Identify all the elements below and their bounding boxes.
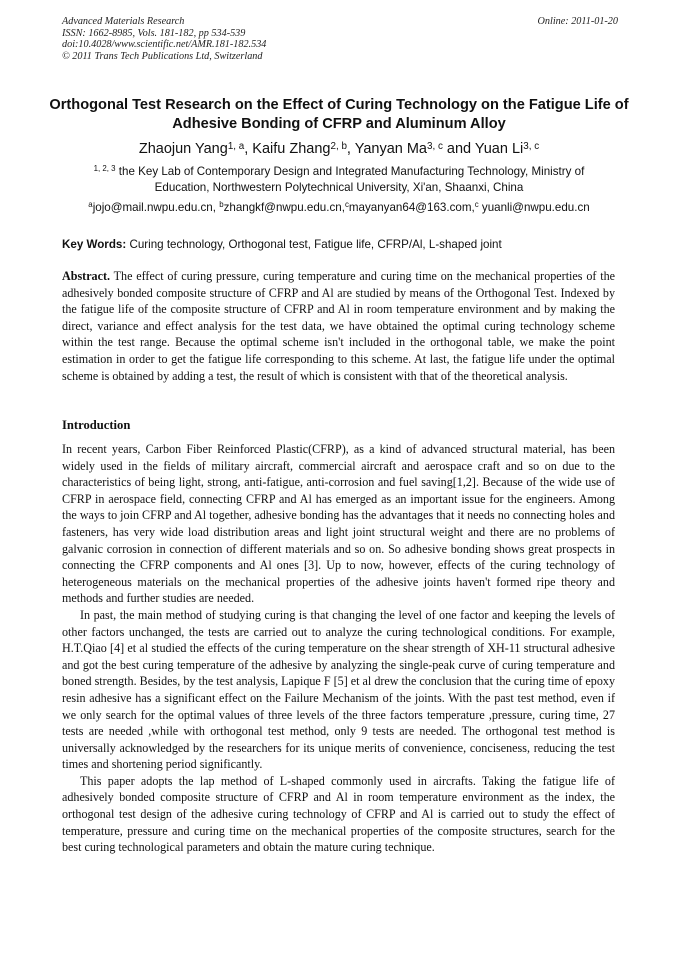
author <box>252 141 354 157</box>
author-separator: , <box>346 141 355 157</box>
author-affiliation-mark: 3, c <box>523 140 540 152</box>
affiliation <box>66 164 612 196</box>
keywords-label: Key Words: <box>62 238 127 251</box>
author-name: Yanyan Ma <box>354 141 427 157</box>
author <box>355 141 475 157</box>
author-separator: and <box>442 141 475 157</box>
journal-name: Advanced Materials Research <box>62 16 185 27</box>
keywords-text: Curing technology, Orthogonal test, Fatigue life, CFRP/Al, L-shaped joint <box>126 238 502 251</box>
paragraph: In past, the main method of studying curing is that changing the level of one factor and keeping the levels of other factors unchanged, the tests are carried out to analyze the curing technological conditions. For example, H.T.Qiao [4] et al studied the effects of the curing temperature on the shear strength of XH-11 structural adhesive and got the best curing temperature of the adhesive by analyzing the single-peak curve of curing temperature and boned strength. Besides, by the test analysis, Lapique F [5] et al drew the conclusion that the curing time of epoxy resin adhesive has a significant effect on the Failure Mechanism of the joints. With the past test method, even if we only search for the optimal values of three levels of the three factors temperature ,pressure, curing time, 27 tests are needed ,while with orthogonal test method, only 9 tests are needed. The orthogonal test method is universally acknowledged by the researchers for its unique merits of convenience, conciseness, reducing the test times and shortening period significantly. <box>62 607 615 772</box>
author-separator: , <box>244 141 253 157</box>
email-address: mayanyan64@163.com <box>348 201 472 214</box>
email-separator: , <box>471 201 475 214</box>
email-mark: c <box>474 200 479 210</box>
issn-line: ISSN: 1662-8985, Vols. 181-182, pp 534-539 <box>62 27 246 39</box>
email-mark: c <box>344 200 349 210</box>
author <box>475 141 539 157</box>
author-affiliation-mark: 3, c <box>427 140 443 152</box>
email-address: zhangkf@nwpu.edu.cn <box>223 201 342 214</box>
introduction-body <box>62 441 615 856</box>
author-affiliation-mark: 1, a <box>227 140 245 152</box>
email-separator: , <box>212 201 220 214</box>
author-list <box>40 140 638 158</box>
section-heading-introduction: Introduction <box>62 418 131 432</box>
author-name: Zhaojun Yang <box>138 141 228 157</box>
author <box>139 141 252 157</box>
copyright-line: © 2011 Trans Tech Publications Ltd, Switzerland <box>62 50 263 62</box>
paragraph: This paper adopts the lap method of L-shaped commonly used in aircrafts. Taking the fatigue life of adhesively bonded composite structure of CFRP and Al in room temperature environment as the index, the orthogonal test design of the adhesive curing technology of CFRP and Al is carried out to study the effect of temperature, pressure and curing time on the mechanical properties of the composite structures, search for the best curing technological parameters and obtain the mature curing technique. <box>62 773 615 855</box>
keywords <box>62 237 618 252</box>
journal-header <box>62 16 618 62</box>
affiliation-mark: 1, 2, 3 <box>93 164 116 174</box>
author-affiliation-mark: 2, b <box>330 140 347 152</box>
paragraph: In recent years, Carbon Fiber Reinforced Plastic(CFRP), as a kind of advanced structural material, has been widely used in the fields of military aircraft, commercial aircraft and aerospace craft and so on due to the characteristics of being light, strong, anti-fatigue, anti-corrosion and fuel saving[1,2]. Because of the wide use of CFRP in aerospace field, connecting CFRP and Al has emerged as an important issue for the engineers. Among the ways to join CFRP and Al together, adhesive bonding has the advantages that it needs no connecting holes and fasteners, has very wide load distribution areas and light joint structural weight and there are no problems of galvanic corrosion in connection of different materials and so on. So adhesive bonding shows great prospects in connecting the CFRP components and Al ones [3]. Up to now, however, effects of the curing technology of heterogeneous materials on the mechanical properties of the adhesive joints haven't formed ripe theory and methods and further studies are needed. <box>62 442 615 606</box>
affiliation-text: the Key Lab of Contemporary Design and Integrated Manufacturing Technology, Ministry of Education, Northwestern Polytechnical University, Xi'an, Shaanxi, China <box>115 165 585 194</box>
email-list <box>40 200 638 216</box>
abstract <box>62 268 615 384</box>
paper-title: Orthogonal Test Research on the Effect of Curing Technology on the Fatigue Life of Adhesive Bonding of CFRP and Aluminum Alloy <box>49 97 629 132</box>
email-mark: b <box>219 200 224 210</box>
email-address: jojo@mail.nwpu.edu.cn <box>92 201 213 214</box>
author-name: Yuan Li <box>474 141 524 157</box>
abstract-label: Abstract. <box>62 269 111 283</box>
online-date: Online: 2011-01-20 <box>537 16 618 27</box>
email-address: yuanli@nwpu.edu.cn <box>478 201 590 214</box>
email-mark: a <box>88 200 93 210</box>
author-name: Kaifu Zhang <box>252 141 331 157</box>
email-separator: , <box>341 201 345 214</box>
abstract-text: The effect of curing pressure, curing temperature and curing time on the mechanical properties of the adhesively bonded composite structure of CFRP and Al are studied by means of the Orthogonal Test. Indexed by the fatigue life of the composite structure of CFRP and Al in room temperature environment and by making the direct, variance and effect analysis for the test data, we have obtained the optimal curing technology scheme within the test range. Because the optimal scheme isn't included in the orthogonal table, we make the point estimation in order to get the fatigue life corresponding to this scheme. At last, the fatigue life under the optimal scheme is obtained by adding a test, the result of which is consistent with that of the theoretical analysis. <box>62 269 615 383</box>
doi-line: doi:10.4028/www.scientific.net/AMR.181-182.534 <box>62 39 267 51</box>
